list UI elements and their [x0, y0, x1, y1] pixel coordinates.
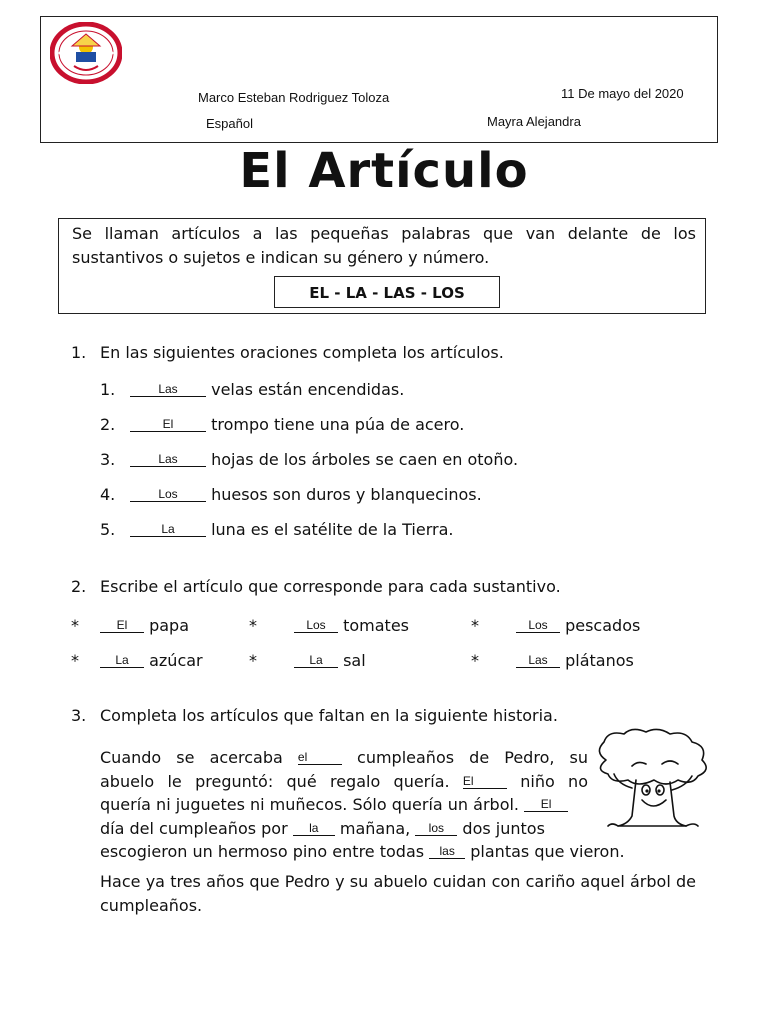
header-box	[40, 16, 718, 143]
item-text: huesos son duros y blanquecinos.	[211, 485, 482, 504]
school-logo	[50, 22, 122, 84]
answer-blank[interactable]: el	[298, 750, 342, 765]
noun-item	[100, 651, 203, 670]
noun: azúcar	[149, 651, 203, 670]
ex1-item	[130, 485, 482, 504]
exercise1-number: 1.	[71, 343, 87, 362]
answer-blank[interactable]: La	[130, 522, 206, 537]
bullet: *	[71, 616, 79, 635]
bullet: *	[71, 651, 79, 670]
noun: papa	[149, 616, 190, 635]
exercise3-instruction: Completa los artículos que faltan en la siguiente historia.	[100, 706, 558, 725]
noun-item	[516, 651, 634, 670]
exercise1-instruction: En las siguientes oraciones completa los artículos.	[100, 343, 504, 362]
ex1-item-number: 4.	[100, 485, 116, 504]
answer-blank[interactable]: Los	[294, 618, 338, 633]
ex1-item-number: 3.	[100, 450, 116, 469]
noun: pescados	[565, 616, 641, 635]
student-name: Marco Esteban Rodriguez Toloza	[198, 90, 390, 105]
answer-blank[interactable]: la	[293, 821, 335, 836]
story-line: día del cumpleaños por la mañana, los dos juntos	[100, 818, 545, 838]
exercise2-number: 2.	[71, 577, 87, 596]
noun: tomates	[343, 616, 409, 635]
bullet: *	[249, 651, 257, 670]
item-text: hojas de los árboles se caen en otoño.	[211, 450, 519, 469]
answer-blank[interactable]: Los	[516, 618, 560, 633]
ex1-item	[130, 415, 464, 434]
noun: sal	[343, 651, 366, 670]
item-text: velas están encendidas.	[211, 380, 405, 399]
story-line: escogieron un hermoso pino entre todas las plantas que vieron.	[100, 842, 625, 861]
ex1-item-number: 5.	[100, 520, 116, 539]
ex1-item-number: 2.	[100, 415, 116, 434]
noun-item	[516, 616, 640, 635]
answer-blank[interactable]: La	[100, 653, 144, 668]
item-text: luna es el satélite de la Tierra.	[211, 520, 454, 539]
ex1-item	[130, 380, 404, 399]
answer-blank[interactable]: El	[130, 417, 206, 432]
exercise3-number: 3.	[71, 706, 87, 725]
noun-item	[294, 616, 409, 635]
definition-text: Se llaman artículos a las pequeñas palabras que van delante de los sustantivos o sujetos e indican su género y número.	[72, 224, 696, 267]
noun-item	[100, 616, 189, 635]
bullet: *	[249, 616, 257, 635]
noun: plátanos	[565, 651, 634, 670]
answer-blank[interactable]: El	[463, 774, 507, 789]
story-line: Cuando se acercaba el cumpleaños de Pedro, su	[100, 748, 589, 767]
date: 11 De mayo del 2020	[561, 86, 684, 101]
ex1-item	[130, 520, 453, 539]
teacher-name: Mayra Alejandra	[487, 114, 581, 129]
answer-blank[interactable]: Las	[130, 452, 206, 467]
story-paragraph	[100, 746, 625, 864]
answer-blank[interactable]: Las	[130, 382, 206, 397]
noun-item	[294, 651, 366, 670]
bullet: *	[471, 651, 479, 670]
story-line: quería ni juguetes ni muñecos. Sólo quería un árbol. El	[100, 793, 588, 817]
articles-box: EL - LA - LAS - LOS	[274, 276, 500, 308]
answer-blank[interactable]: Las	[516, 653, 560, 668]
story-line: abuelo le preguntó: qué regalo quería. El niño no	[100, 771, 588, 791]
answer-blank[interactable]: las	[429, 844, 465, 859]
page-title: El Artículo	[239, 143, 529, 199]
subject: Español	[206, 116, 253, 131]
answer-blank[interactable]: El	[100, 618, 144, 633]
answer-blank[interactable]: los	[415, 821, 457, 836]
closing-paragraph: Hace ya tres años que Pedro y su abuelo cuidan con cariño aquel árbol de cumpleaños.	[100, 872, 696, 915]
ex1-item-number: 1.	[100, 380, 116, 399]
tree-illustration	[588, 726, 716, 830]
item-text: trompo tiene una púa de acero.	[211, 415, 465, 434]
exercise2-instruction: Escribe el artículo que corresponde para cada sustantivo.	[100, 577, 561, 596]
ex1-item	[130, 450, 518, 469]
answer-blank[interactable]: Los	[130, 487, 206, 502]
answer-blank[interactable]: El	[524, 797, 568, 812]
answer-blank[interactable]: La	[294, 653, 338, 668]
bullet: *	[471, 616, 479, 635]
